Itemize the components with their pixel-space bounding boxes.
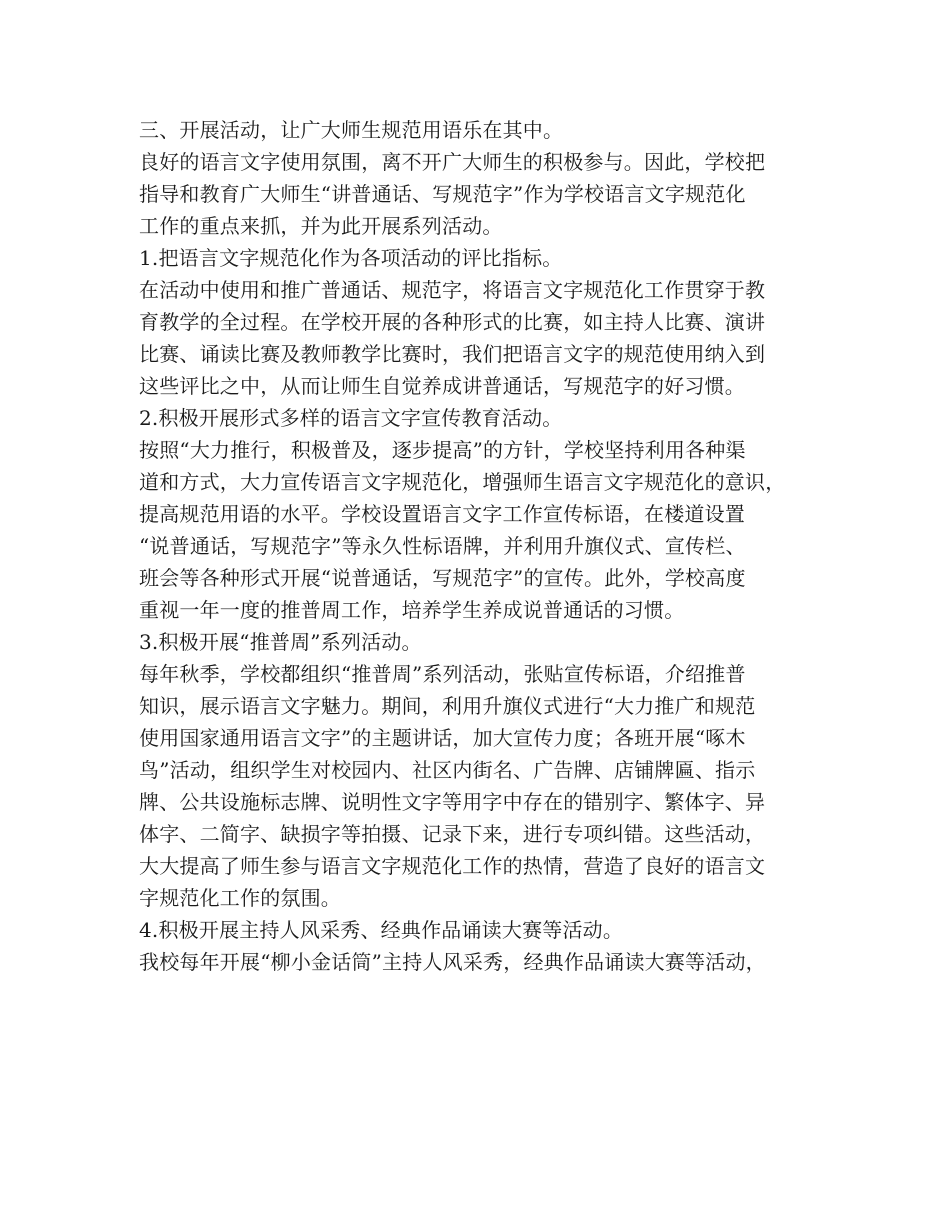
paragraph-line: 这些评比之中，从而让师生自觉养成讲普通话，写规范字的好习惯。 [139,374,745,398]
paragraph-line: 牌、公共设施标志牌、说明性文字等用字中存在的错别字、繁体字、异 [139,790,766,814]
paragraph-line: 我校每年开展“柳小金话筒”主持人风采秀，经典作品诵读大赛等活动， [139,950,766,974]
paragraph-line: 班会等各种形式开展“说普通话，写规范字”的宣传。此外，学校高度 [139,566,746,590]
paragraph-line: 指导和教育广大师生“讲普通话、写规范字”作为学校语言文字规范化 [139,182,746,206]
paragraph-line: “说普通话，写规范字”等永久性标语牌，并利用升旗仪式、宣传栏、 [139,534,746,558]
paragraph-line: 使用国家通用语言文字”的主题讲话，加大宣传力度；各班开展“啄木 [139,726,746,750]
paragraph-line: 工作的重点来抓，并为此开展系列活动。 [139,214,503,238]
paragraph-line: 育教学的全过程。在学校开展的各种形式的比赛，如主持人比赛、演讲 [139,310,766,334]
paragraph-line: 知识，展示语言文字魅力。期间，利用升旗仪式进行“大力推广和规范 [139,694,756,718]
paragraph-line: 每年秋季，学校都组织“推普周”系列活动，张贴宣传标语，介绍推普 [139,662,746,686]
subsection-heading: 3.积极开展“推普周”系列活动。 [139,630,422,654]
paragraph-line: 比赛、诵读比赛及教师教学比赛时，我们把语言文字的规范使用纳入到 [139,342,766,366]
paragraph-line: 道和方式，大力宣传语言文字规范化，增强师生语言文字规范化的意识， [139,470,786,494]
paragraph-line: 大大提高了师生参与语言文字规范化工作的热情，营造了良好的语言文 [139,854,766,878]
paragraph-line: 字规范化工作的氛围。 [139,886,341,910]
paragraph-line: 良好的语言文字使用氛围，离不开广大师生的积极参与。因此，学校把 [139,150,766,174]
subsection-heading: 2.积极开展形式多样的语言文字宣传教育活动。 [139,406,563,430]
paragraph-line: 按照“大力推行，积极普及，逐步提高”的方针，学校坚持利用各种渠 [139,438,746,462]
paragraph-line: 重视一年一度的推普周工作，培养学生养成说普通话的习惯。 [139,598,685,622]
subsection-heading: 1.把语言文字规范化作为各项活动的评比指标。 [139,246,563,270]
paragraph-line: 提高规范用语的水平。学校设置语言文字工作宣传标语，在楼道设置 [139,502,745,526]
paragraph-line: 在活动中使用和推广普通话、规范字，将语言文字规范化工作贯穿于教 [139,278,766,302]
section-heading: 三、开展活动，让广大师生规范用语乐在其中。 [139,118,564,142]
paragraph-line: 体字、二简字、缺损字等拍摄、记录下来，进行专项纠错。这些活动， [139,822,766,846]
paragraph-line: 鸟”活动，组织学生对校园内、社区内街名、广告牌、店铺牌匾、指示 [139,758,756,782]
document-body [139,114,829,978]
subsection-heading: 4.积极开展主持人风采秀、经典作品诵读大赛等活动。 [139,918,624,942]
